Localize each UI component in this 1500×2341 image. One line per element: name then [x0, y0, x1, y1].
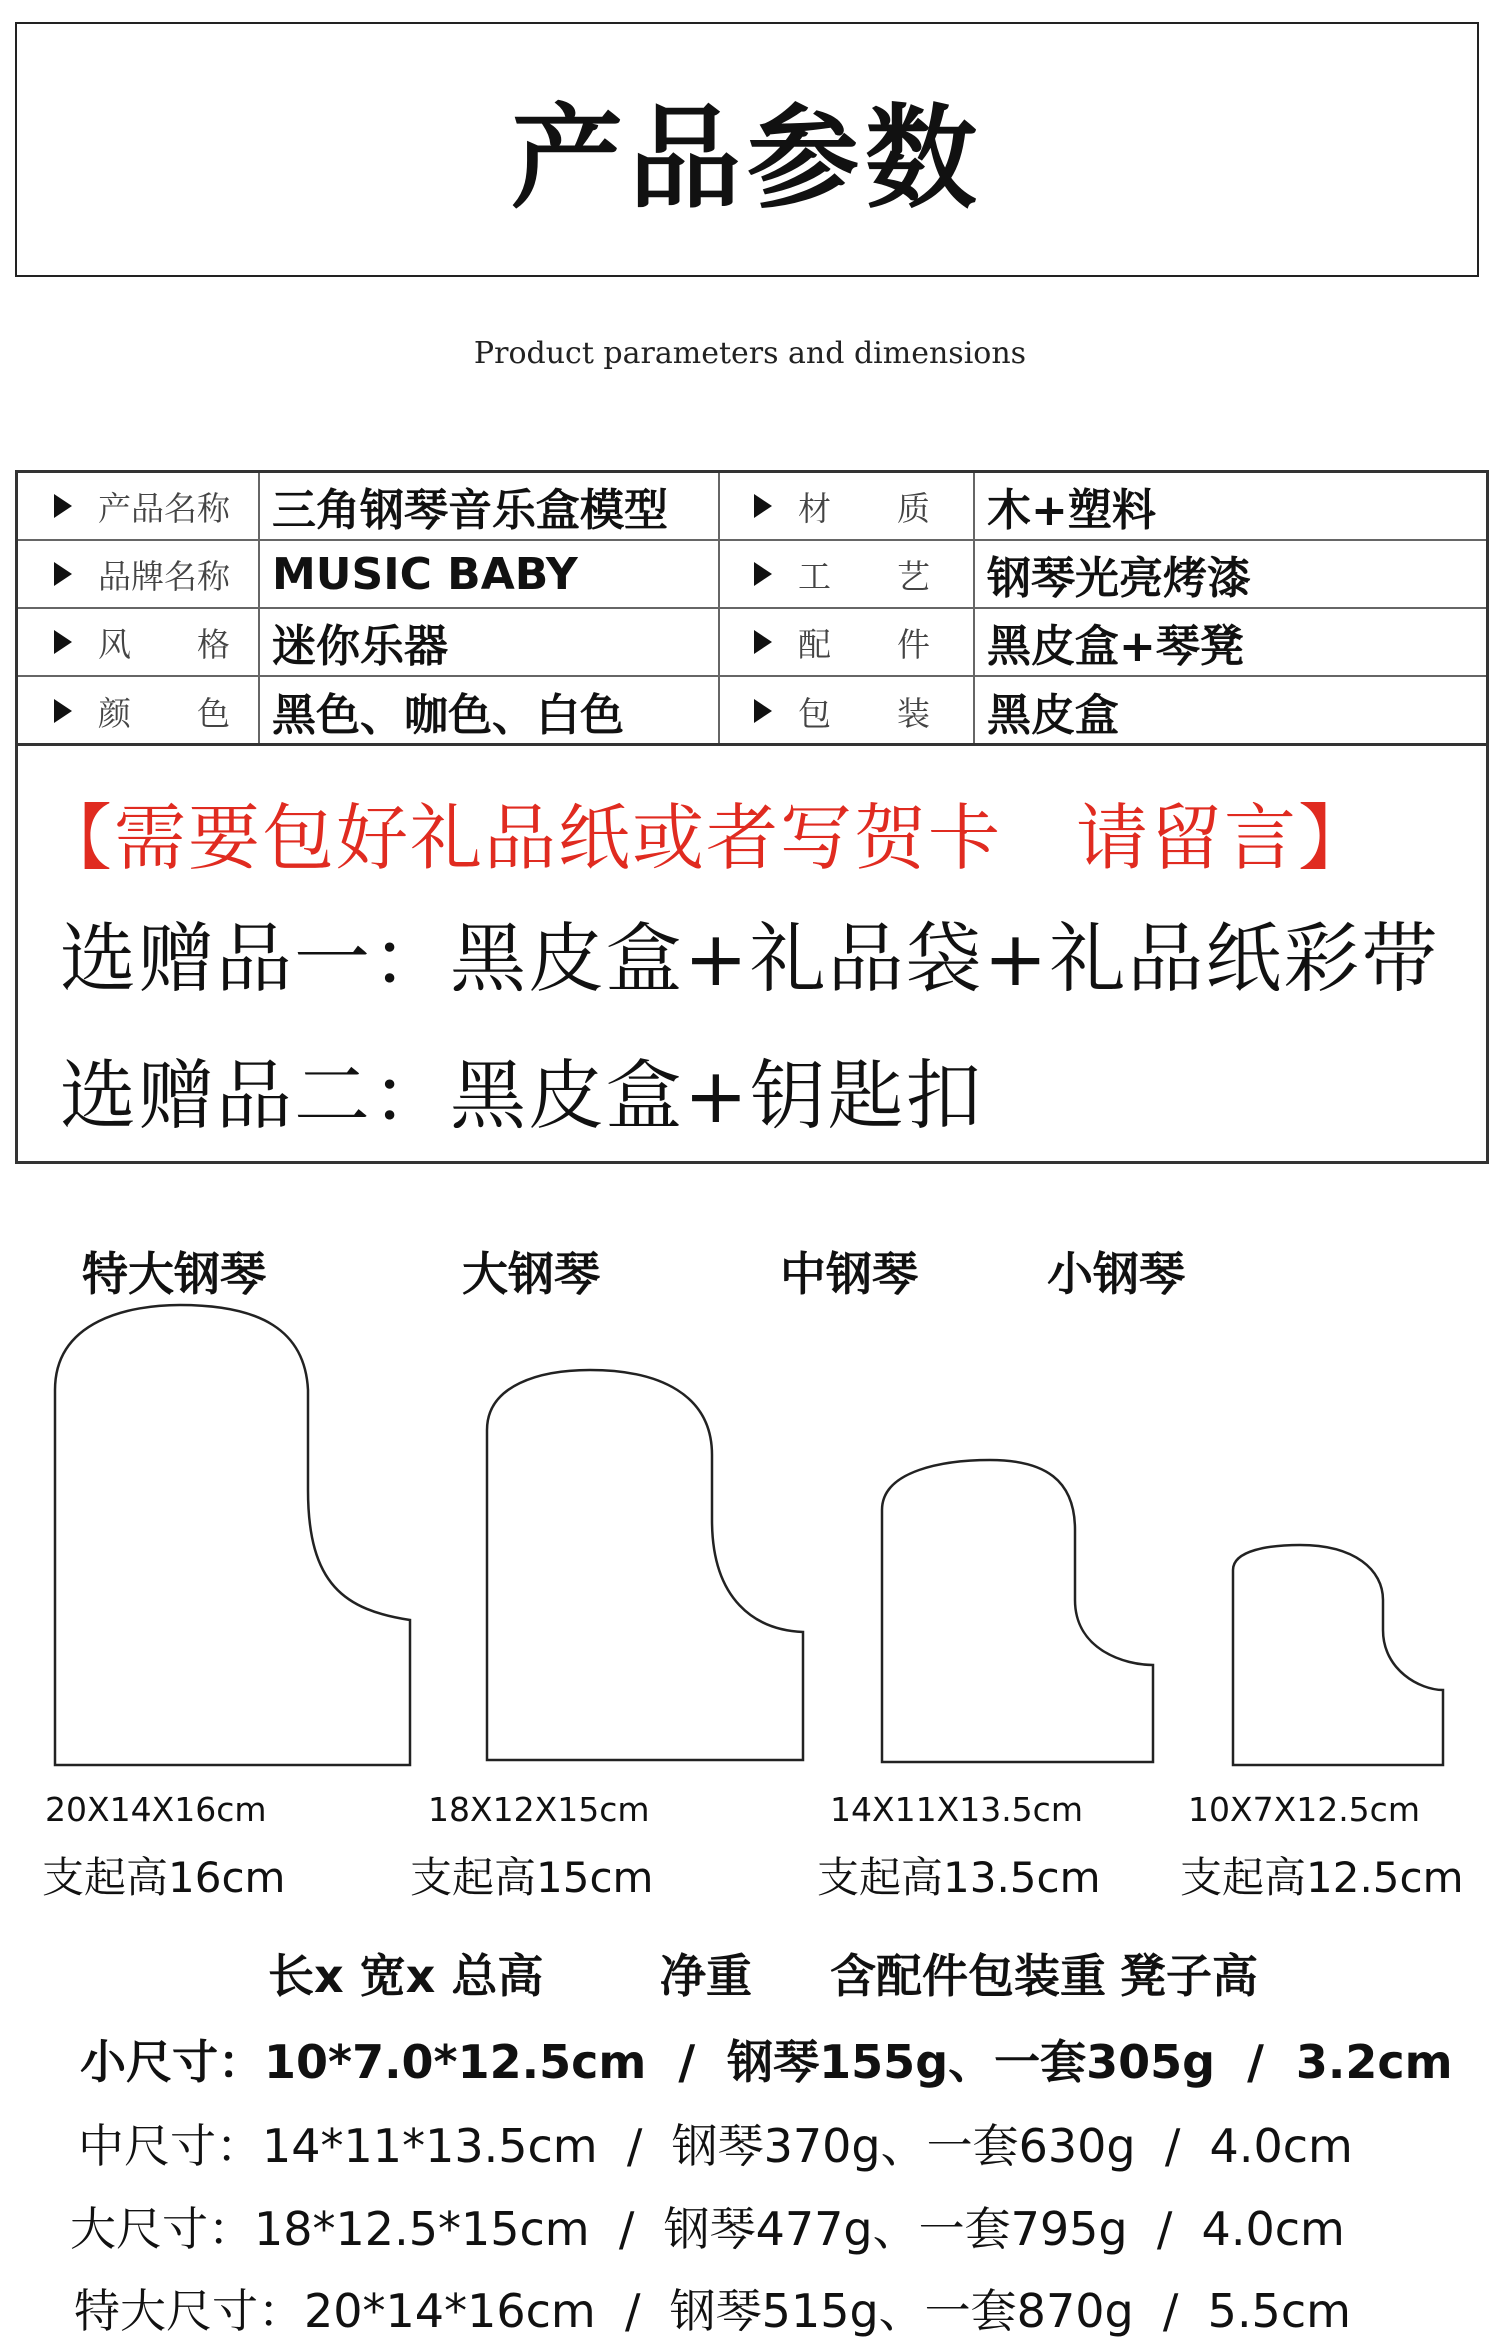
- spec-line-medium: 中尺寸：14*11*13.5cm / 钢琴370g、一套630g / 4.0cm: [78, 2119, 1353, 2173]
- gift-option-2: 选赠品二：黑皮盒+钥匙扣: [60, 1051, 984, 1140]
- spec-line-small: 小尺寸：10*7.0*12.5cm / 钢琴155g、一套305g / 3.2cm: [80, 2035, 1453, 2089]
- size-dims-s: 10X7X12.5cm: [1188, 1790, 1420, 1829]
- spec-value: 迷你乐器: [272, 621, 448, 672]
- spec-label: 风 格: [98, 624, 230, 664]
- spec-label: 颜 色: [98, 693, 230, 733]
- spec-label: 产品名称: [98, 488, 230, 528]
- spec-label: 包 装: [798, 693, 930, 733]
- size-name-xl: 特大钢琴: [82, 1247, 266, 1301]
- size-support-s: 支起高12.5cm: [1180, 1853, 1464, 1902]
- size-support-m: 支起高13.5cm: [817, 1853, 1101, 1902]
- spec-value: 黑皮盒: [987, 690, 1119, 741]
- piano-outline-xl: [55, 1305, 410, 1765]
- size-name-s: 小钢琴: [1047, 1247, 1185, 1301]
- piano-outline-s: [1233, 1545, 1443, 1765]
- page-subtitle: Product parameters and dimensions: [473, 336, 1027, 371]
- spec-value: 黑色、咖色、白色: [272, 690, 624, 741]
- header-package-weight: 含配件包装重: [830, 1949, 1106, 2003]
- spec-value: 三角钢琴音乐盒模型: [272, 485, 668, 536]
- piano-outline-m: [882, 1460, 1153, 1762]
- gift-notice: 【需要包好礼品纸或者写贺卡 请留言】: [40, 796, 1373, 880]
- size-support-l: 支起高15cm: [410, 1853, 654, 1902]
- piano-outline-l: [487, 1370, 803, 1760]
- gift-option-1: 选赠品一：黑皮盒+礼品袋+礼品纸彩带: [60, 914, 1440, 1003]
- spec-value: MUSIC BABY: [272, 548, 578, 600]
- spec-label: 品牌名称: [98, 556, 230, 596]
- header-net-weight: 净重: [660, 1949, 752, 2003]
- spec-label: 工 艺: [798, 556, 930, 596]
- header-dimensions: 长x 宽x 总高: [268, 1949, 544, 2003]
- size-name-l: 大钢琴: [462, 1247, 600, 1301]
- spec-value: 黑皮盒+琴凳: [987, 621, 1244, 672]
- spec-line-large: 大尺寸：18*12.5*15cm / 钢琴477g、一套795g / 4.0cm: [70, 2202, 1345, 2256]
- size-support-xl: 支起高16cm: [42, 1853, 286, 1902]
- spec-label: 材 质: [798, 488, 930, 528]
- spec-value: 钢琴光亮烤漆: [987, 553, 1251, 604]
- spec-line-xlarge: 特大尺寸：20*14*16cm / 钢琴515g、一套870g / 5.5cm: [74, 2284, 1351, 2338]
- header-stool-height: 凳子高: [1120, 1949, 1258, 2003]
- size-dims-m: 14X11X13.5cm: [830, 1790, 1083, 1829]
- size-name-m: 中钢琴: [780, 1247, 918, 1301]
- spec-label: 配 件: [798, 624, 930, 664]
- size-dims-l: 18X12X15cm: [428, 1790, 650, 1829]
- page-title: 产品参数: [511, 94, 983, 224]
- spec-value: 木+塑料: [987, 485, 1156, 536]
- size-dims-xl: 20X14X16cm: [45, 1790, 267, 1829]
